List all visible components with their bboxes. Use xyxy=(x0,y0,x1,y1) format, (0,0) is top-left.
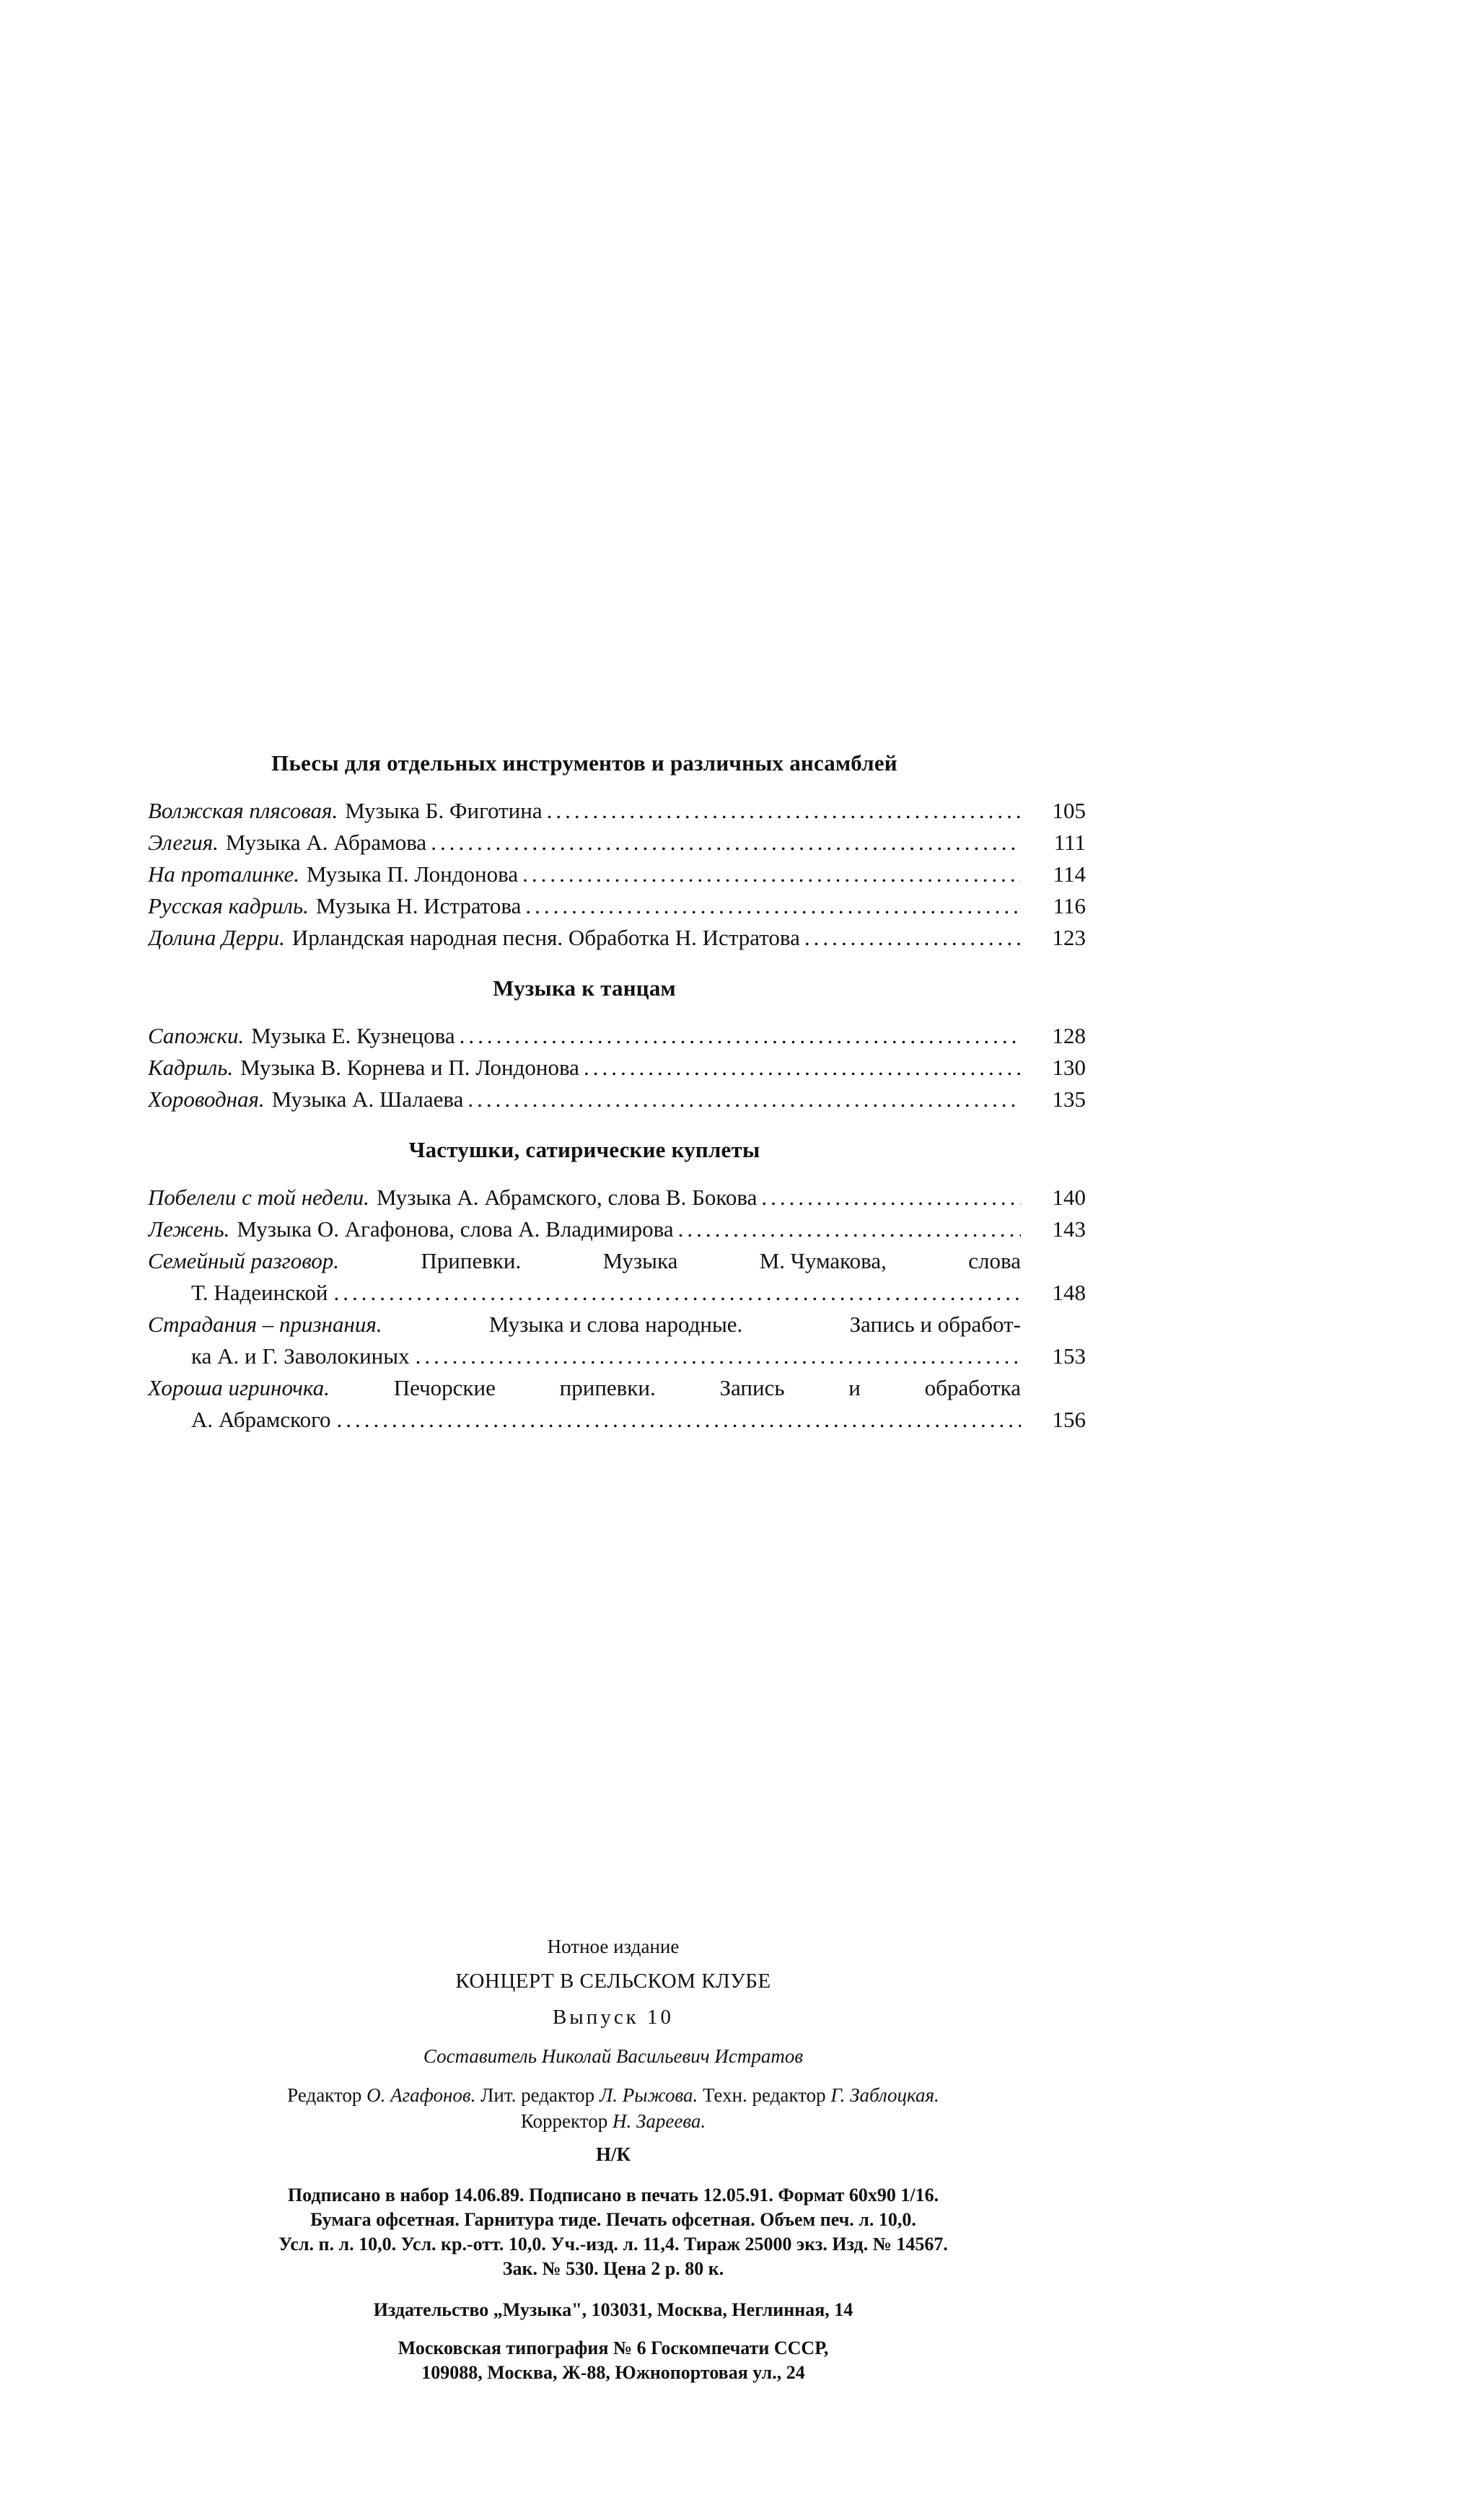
page-number: 135 xyxy=(1052,1087,1086,1112)
page-number: 105 xyxy=(1052,798,1086,823)
entry-title: Кадриль. xyxy=(148,1055,234,1080)
corrector-line xyxy=(144,2108,1082,2134)
nk-mark: Н/К xyxy=(595,2143,631,2165)
entry-title: Семейный разговор. xyxy=(148,1248,340,1273)
leader-dots xyxy=(761,1182,1021,1213)
entry-details-word: Музыка и слова народные. xyxy=(488,1312,743,1337)
editor-name: О. Агафонов. xyxy=(366,2084,476,2106)
page-number: 114 xyxy=(1053,861,1086,887)
entry-details-word: Запись и обработ- xyxy=(849,1312,1021,1337)
entry-details: Музыка Е. Кузнецова xyxy=(251,1023,455,1048)
spec-line: Зак. № 530. Цена 2 р. 80 к. xyxy=(502,2258,724,2279)
toc-entry xyxy=(148,1213,1086,1245)
entry-details-word: обработка xyxy=(924,1375,1021,1400)
entry-title: Русская кадриль. xyxy=(148,893,309,918)
leader-dots xyxy=(337,1404,1021,1436)
entry-details: Музыка В. Корнева и П. Лондонова xyxy=(240,1055,579,1080)
entry-details: Музыка О. Агафонова, слова А. Владимирова xyxy=(237,1216,674,1242)
entry-details: Музыка П. Лондонова xyxy=(307,861,519,887)
entry-details-word: Запись xyxy=(719,1375,785,1400)
entry-title: Лежень. xyxy=(148,1216,230,1242)
entry-details-word: Музыка xyxy=(602,1248,678,1273)
book-title: КОНЦЕРТ В СЕЛЬСКОМ КЛУБЕ xyxy=(455,1970,771,1993)
toc-entry-multiline xyxy=(148,1309,1086,1372)
leader-dots xyxy=(460,1020,1021,1052)
issue-number: Выпуск 10 xyxy=(552,2006,675,2029)
print-specs xyxy=(144,2183,1082,2281)
publisher-line: Издательство „Музыка", 103031, Москва, Неглинная, 14 xyxy=(373,2299,853,2320)
entry-details: Музыка А. Абрамова xyxy=(225,830,427,855)
section-heading: Пьесы для отдельных инструментов и различных ансамблей xyxy=(271,750,897,776)
page-number: 143 xyxy=(1052,1216,1086,1242)
entry-details: Музыка Б. Фиготина xyxy=(345,798,543,823)
entry-details: Музыка А. Абрамского, слова В. Бокова xyxy=(376,1185,758,1210)
toc-entry xyxy=(148,890,1086,922)
entry-title: Хороша игриночка. xyxy=(148,1375,330,1400)
leader-dots xyxy=(334,1277,1021,1309)
section-entries xyxy=(148,1182,1086,1436)
entry-details-word: М. Чумакова, xyxy=(759,1248,887,1273)
printer-line: Московская типография № 6 Госкомпечати СССР, xyxy=(398,2338,829,2358)
toc-entry xyxy=(148,859,1086,890)
entry-title: На проталинке. xyxy=(148,861,300,887)
entry-title: Хороводная. xyxy=(148,1087,265,1112)
edition-type: Нотное издание xyxy=(547,1936,680,1957)
toc-entry xyxy=(148,1020,1086,1052)
section-entries xyxy=(148,795,1086,954)
entry-details-word: припевки. xyxy=(559,1375,656,1400)
tech-editor-name: Г. Заблоцкая. xyxy=(830,2084,939,2106)
page-number: 128 xyxy=(1052,1023,1086,1048)
leader-dots xyxy=(678,1213,1021,1245)
entry-title: Сапожки. xyxy=(148,1023,245,1048)
lit-editor-name: Л. Рыжова. xyxy=(599,2084,698,2106)
page-number: 148 xyxy=(1052,1280,1086,1305)
leader-dots xyxy=(525,890,1021,922)
lit-editor-label: Лит. редактор xyxy=(475,2084,600,2106)
page-number: 123 xyxy=(1052,925,1086,950)
table-of-contents xyxy=(148,750,1086,1457)
spec-line: Бумага офсетная. Гарнитура тиде. Печать офсетная. Объем печ. л. 10,0. xyxy=(310,2209,916,2230)
leader-dots xyxy=(522,859,1021,890)
page-number: 153 xyxy=(1052,1343,1086,1369)
entry-continuation: ка А. и Г. Заволокиных xyxy=(191,1343,410,1369)
page-number: 130 xyxy=(1052,1055,1086,1080)
leader-dots xyxy=(804,922,1021,954)
entry-continuation: Т. Надеинской xyxy=(191,1280,328,1305)
printer-line: 109088, Москва, Ж-88, Южнопортовая ул., 24 xyxy=(421,2362,805,2383)
entry-details-word: слова xyxy=(968,1248,1021,1273)
leader-dots xyxy=(467,1084,1021,1115)
toc-entry xyxy=(148,1052,1086,1084)
entry-details: Ирландская народная песня. Обработка Н. Истратова xyxy=(291,925,800,950)
entry-title: Побелели с той недели. xyxy=(148,1185,369,1210)
colophon xyxy=(144,1933,1082,2385)
entry-title: Страдания – признания. xyxy=(148,1312,382,1337)
section-heading: Музыка к танцам xyxy=(493,975,676,1001)
entry-title: Волжская плясовая. xyxy=(148,798,338,823)
page-number: 140 xyxy=(1052,1185,1086,1210)
section-heading: Частушки, сатирические куплеты xyxy=(408,1137,760,1162)
page-number: 156 xyxy=(1052,1407,1086,1432)
corrector-name: Н. Зареева. xyxy=(612,2110,706,2132)
page-number: 111 xyxy=(1053,830,1086,855)
entry-continuation: А. Абрамского xyxy=(191,1407,331,1432)
toc-entry xyxy=(148,827,1086,859)
leader-dots xyxy=(431,827,1021,859)
toc-entry-multiline xyxy=(148,1372,1086,1436)
entry-details-word: Печорские xyxy=(393,1375,496,1400)
spec-line: Усл. п. л. 10,0. Усл. кр.-отт. 10,0. Уч.-изд. л. 11,4. Тираж 25000 экз. Изд. № 14567. xyxy=(278,2234,948,2255)
corrector-label: Корректор xyxy=(520,2110,613,2132)
entry-details: Музыка А. Шалаева xyxy=(271,1087,464,1112)
toc-entry xyxy=(148,1084,1086,1115)
entry-details: Музыка Н. Истратова xyxy=(315,893,522,918)
editors-block xyxy=(144,2082,1082,2134)
entry-title: Долина Дерри. xyxy=(148,925,285,950)
tech-editor-label: Техн. редактор xyxy=(698,2084,831,2106)
leader-dots xyxy=(547,795,1021,827)
toc-entry-multiline xyxy=(148,1245,1086,1309)
entry-title: Элегия. xyxy=(148,830,219,855)
spec-line: Подписано в набор 14.06.89. Подписано в печать 12.05.91. Формат 60х90 1/16. xyxy=(287,2185,939,2205)
entry-details-word: и xyxy=(848,1375,861,1400)
compiler-line: Составитель Николай Васильевич Истратов xyxy=(423,2045,804,2067)
printer-block xyxy=(144,2336,1082,2385)
editor-label: Редактор xyxy=(287,2084,367,2106)
section-entries xyxy=(148,1020,1086,1115)
page-number: 116 xyxy=(1053,893,1086,918)
leader-dots xyxy=(584,1052,1021,1084)
entry-details-word: Припевки. xyxy=(421,1248,522,1273)
editors-line xyxy=(144,2082,1082,2108)
toc-entry xyxy=(148,1182,1086,1213)
toc-entry xyxy=(148,922,1086,954)
toc-entry xyxy=(148,795,1086,827)
leader-dots xyxy=(416,1340,1021,1372)
